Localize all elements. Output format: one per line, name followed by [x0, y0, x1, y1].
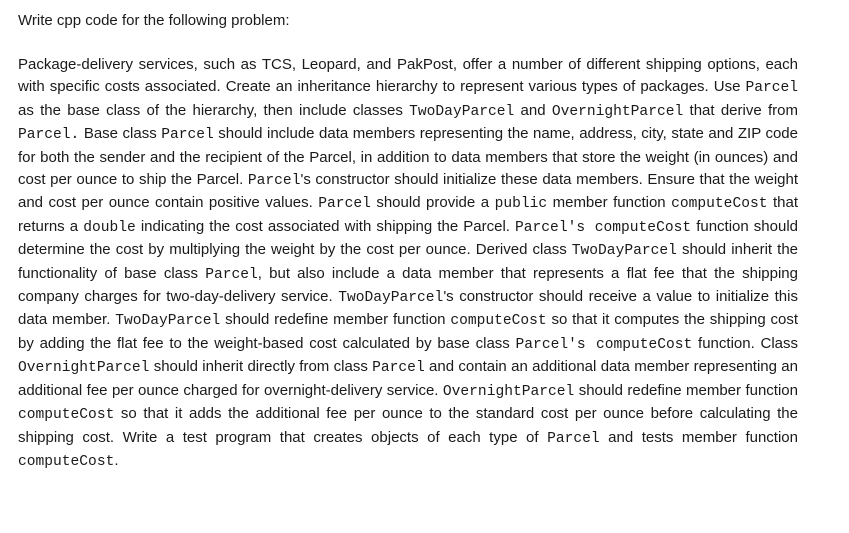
text-run: and contain an additional data member representing an additional fee per ounce charged for overnight-delivery service. — [18, 358, 798, 399]
inline-code: TwoDayParcel — [115, 313, 221, 330]
inline-code: public — [494, 196, 548, 213]
inline-code: Parcel — [205, 266, 258, 283]
document — [18, 10, 798, 473]
inline-code: computeCost — [18, 407, 115, 424]
inline-code: Parcel — [372, 360, 425, 377]
text-run: indicating the cost associated with shipping the Parcel. — [135, 217, 516, 235]
text-run: and tests member function — [599, 428, 798, 446]
text-run: function should determine the cost by multiplying the weight by the cost per ounce. Derived class — [18, 217, 799, 259]
inline-code: Parcel. — [18, 127, 80, 144]
text-run: 's constructor should receive a value to initialize this data member. — [18, 288, 798, 329]
inline-code: TwoDayParcel — [409, 103, 515, 120]
text-run: should include data members representing the name, address, city, state and ZIP code for both the sender and the recipient of the Parcel, in addition to data members that store the weight (in ounces) and cost per ounce to ship the Parcel. — [18, 125, 798, 189]
text-run: that returns a — [18, 194, 798, 235]
inline-code: OvernightParcel — [18, 360, 150, 377]
problem-heading: Write cpp code for the following problem: — [18, 12, 290, 29]
text-run: Package-delivery services, such as TCS, Leopard, and PakPost, offer a number of different shipping options, each with specific costs associated. Create an inheritance hierarchy to represent various types of packages. Use — [18, 56, 798, 96]
inline-code: computeCost — [671, 196, 768, 213]
inline-code: Parcel — [318, 196, 371, 213]
text-run: member function — [547, 194, 672, 212]
inline-code: double — [83, 219, 136, 236]
text-run: so that it adds the additional fee per ounce to the standard cost per ounce before calculating the shipping cost. Write a test program that creates objects of each type of — [18, 405, 798, 446]
inline-code: TwoDayParcel — [571, 243, 677, 260]
text-run: that derive from — [683, 101, 798, 119]
inline-code: OvernightParcel — [442, 383, 575, 400]
inline-code: Parcel — [547, 430, 600, 447]
text-run: , but also include a data member that represents a flat fee that the shipping company charges for two-day-delivery service. — [18, 264, 798, 306]
text-run: Base class — [79, 125, 162, 143]
text-run: and — [514, 101, 552, 119]
text-run: should redefine member function — [220, 311, 451, 329]
inline-code: Parcel's computeCost — [515, 219, 692, 236]
inline-code: OvernightParcel — [551, 103, 684, 120]
inline-code: Parcel's computeCost — [515, 336, 693, 353]
inline-code: Parcel — [161, 127, 214, 144]
text-run: function. Class — [692, 334, 799, 352]
text-run: so that it computes the shipping cost by adding the flat fee to the weight-based cost calculated by base class — [18, 311, 798, 352]
inline-code: Parcel — [247, 173, 301, 190]
inline-code: Parcel — [745, 80, 798, 97]
text-run: . — [114, 451, 119, 469]
text-run: as the base class of the hierarchy, then include classes — [18, 101, 410, 119]
text-run: should inherit the functionality of base class — [18, 241, 798, 282]
inline-code: computeCost — [18, 453, 115, 470]
text-run: should provide a — [370, 194, 495, 212]
problem-statement — [18, 54, 798, 473]
inline-code: computeCost — [450, 313, 547, 330]
text-run: should redefine member function — [574, 381, 798, 399]
text-run: 's constructor should initialize these data members. Ensure that the weight and cost per ounce contain positive values. — [18, 171, 799, 212]
inline-code: TwoDayParcel — [338, 290, 444, 307]
text-run: should inherit directly from class — [149, 358, 373, 376]
